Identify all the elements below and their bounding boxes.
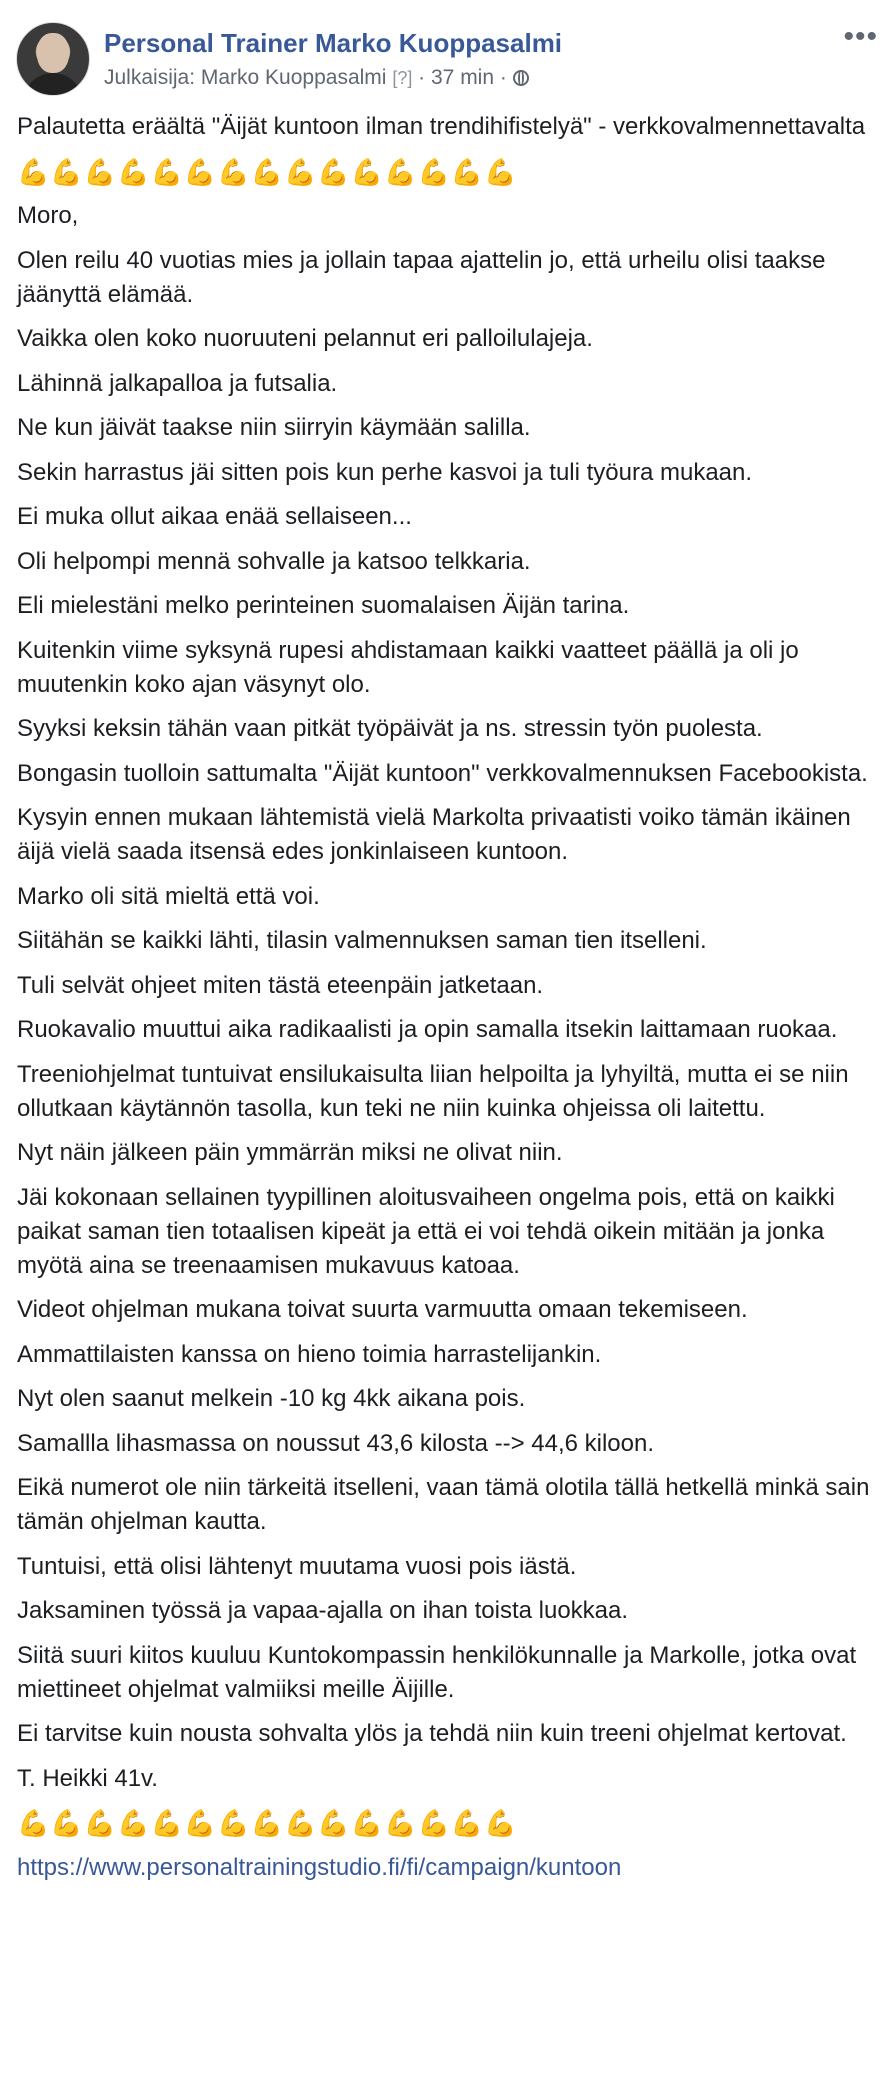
globe-icon[interactable]	[513, 70, 529, 86]
avatar-shirt	[23, 73, 83, 96]
post-timestamp[interactable]: · 37 min ·	[418, 66, 507, 89]
post-paragraph: Kuitenkin viime syksynä rupesi ahdistamaan kaikki vaatteet päällä ja oli jo muutenkin koko ajan väsynyt olo.	[17, 636, 799, 698]
post-body	[17, 110, 877, 1895]
post-paragraph: Kysyin ennen mukaan lähtemistä vielä Markolta privaatisti voiko tämän ikäinen äijä vielä saada itsensä edes jonkinlaiseen kuntoon.	[17, 804, 851, 865]
post-paragraph: Nyt olen saanut melkein -10 kg 4kk aikana pois.	[17, 1385, 526, 1412]
post-paragraph: Oli helpompi mennä sohvalle ja katsoo telkkaria.	[17, 547, 531, 575]
post-paragraph: Treeniohjelmat tuntuivat ensilukaisulta liian helpoilta ja lyhyiltä, mutta ei se niin ollutkaan käytännön tasolla, kun teki ne niin kuinka ohjeissa oli laitettu.	[17, 1060, 849, 1122]
post-paragraph: Syyksi keksin tähän vaan pitkät työpäivät ja ns. stressin työn puolesta.	[17, 715, 763, 742]
avatar[interactable]	[16, 22, 90, 96]
post-paragraph: Nyt näin jälkeen päin ymmärrän miksi ne olivat niin.	[17, 1139, 563, 1166]
post-meta	[104, 66, 529, 90]
avatar-face	[37, 33, 69, 73]
post-paragraph: Tuli selvät ohjeet miten tästä eteenpäin jatketaan.	[17, 971, 544, 999]
post-paragraph: Marko oli sitä mieltä että voi.	[17, 882, 320, 910]
post-paragraph: Sekin harrastus jäi sitten pois kun perhe kasvoi ja tuli työura mukaan.	[17, 458, 753, 486]
post-paragraph: Jaksaminen työssä ja vapaa-ajalla on ihan toista luokkaa.	[17, 1597, 629, 1624]
post-paragraph: Siitähän se kaikki lähti, tilasin valmennuksen saman tien itselleni.	[17, 927, 707, 954]
post-paragraph: Bongasin tuolloin sattumalta "Äijät kuntoon" verkkovalmennuksen Facebookista.	[17, 759, 868, 787]
post-paragraph: T. Heikki 41v.	[17, 1764, 158, 1792]
post-paragraph: Olen reilu 40 vuotias mies ja jollain tapaa ajattelin jo, että urheilu olisi taakse jäänyttä elämää.	[17, 246, 826, 308]
post-paragraph: Ei tarvitse kuin nousta sohvalta ylös ja tehdä niin kuin treeni ohjelmat kertovat.	[17, 1720, 847, 1747]
post-paragraphs	[17, 199, 877, 1796]
emoji-row-top: 💪💪💪💪💪💪💪💪💪💪💪💪💪💪💪	[17, 156, 518, 187]
post-header	[16, 22, 878, 98]
emoji-row-bottom: 💪💪💪💪💪💪💪💪💪💪💪💪💪💪💪	[17, 1808, 518, 1838]
post-paragraph: Ruokavalio muuttui aika radikaalisti ja opin samalla itsekin laittamaan ruokaa.	[17, 1016, 838, 1043]
publisher-label: Julkaisija: Marko Kuoppasalmi	[104, 66, 387, 89]
page-name-link[interactable]: Personal Trainer Marko Kuoppasalmi	[104, 28, 563, 58]
post-paragraph: Tuntuisi, että olisi lähtenyt muutama vuosi pois iästä.	[17, 1552, 577, 1580]
post-paragraph: Ne kun jäivät taakse niin siirryin käymään salilla.	[17, 414, 531, 441]
more-options-button[interactable]: •••	[843, 20, 878, 53]
post-paragraph: Eikä numerot ole niin tärkeitä itselleni, vaan tämä olotila tällä hetkellä minkä sain tämän ohjelman kautta.	[17, 1474, 870, 1535]
post-paragraph: Ammattilaisten kanssa on hieno toimia harrastelijankin.	[17, 1340, 602, 1368]
post-paragraph: Jäi kokonaan sellainen tyypillinen aloitusvaiheen ongelma pois, että on kaikki paikat saman tien totaalisen kipeät ja että ei voi tehdä oikein mitään ja jonka myötä aina se treenaamisen mukavuus katoaa.	[17, 1183, 835, 1279]
post-paragraph: Videot ohjelman mukana toivat suurta varmuutta omaan tekemiseen.	[17, 1296, 748, 1323]
post-title: Palautetta eräältä "Äijät kuntoon ilman trendihifistelyä" - verkkovalmennettavalta	[17, 113, 866, 140]
post-paragraph: Lähinnä jalkapalloa ja futsalia.	[17, 369, 338, 397]
post-paragraph: Ei muka ollut aikaa enää sellaiseen...	[17, 503, 412, 530]
post-paragraph: Moro,	[17, 202, 79, 229]
campaign-link[interactable]: https://www.personaltrainingstudio.fi/fi/campaign/kuntoon	[17, 1853, 622, 1881]
help-marker[interactable]: [?]	[392, 68, 413, 88]
post-paragraph: Siitä suuri kiitos kuuluu Kuntokompassin henkilökunnalle ja Markolle, jotka ovat miettineet ohjelmat valmiiksi meille Äijille.	[17, 1641, 857, 1703]
post-paragraph: Samallla lihasmassa on noussut 43,6 kilosta --> 44,6 kiloon.	[17, 1429, 655, 1457]
post-paragraph: Vaikka olen koko nuoruuteni pelannut eri palloilulajeja.	[17, 325, 593, 352]
post-paragraph: Eli mielestäni melko perinteinen suomalaisen Äijän tarina.	[17, 592, 630, 619]
